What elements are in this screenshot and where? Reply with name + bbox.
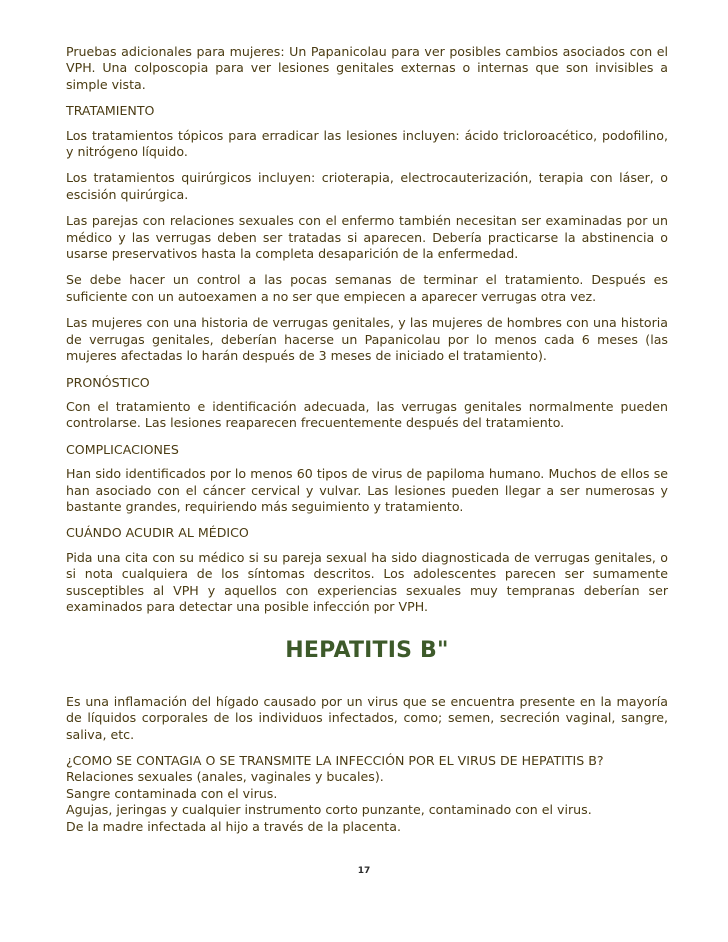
paragraph-control: Se debe hacer un control a las pocas semanas de terminar el tratamiento. Después es suficiente con un autoexamen a no ser que empiecen a aparecer verrugas otra vez. [66, 272, 668, 304]
list-item: Agujas, jeringas y cualquier instrumento corto punzante, contaminado con el virus. [66, 802, 592, 818]
heading-pronostico: PRONÓSTICO [66, 374, 150, 390]
paragraph-quirurgicos: Los tratamientos quirúrgicos incluyen: crioterapia, electrocauterización, terapia con láser, o escisión quirúrgica. [66, 170, 668, 202]
heading-tratamiento: TRATAMIENTO [66, 103, 155, 119]
paragraph-complicaciones: Han sido identificados por lo menos 60 tipos de virus de papiloma humano. Muchos de ellos se han asociado con el cáncer cervical y vulvar. Las lesiones pueden llegar a ser numerosas y bastante grandes, requiriendo más seguimiento y tratamiento. [66, 466, 668, 514]
paragraph-hepatitis-definicion: Es una inflamación del hígado causado por un virus que se encuentra presente en la mayoría de líquidos corporales de los individuos infectados, como; semen, secreción vaginal, sangre, saliva, etc. [66, 693, 668, 742]
list-item: Relaciones sexuales (anales, vaginales y bucales). [66, 769, 384, 785]
list-item: De la madre infectada al hijo a través de la placenta. [66, 818, 401, 834]
paragraph-mujeres: Las mujeres con una historia de verrugas genitales, y las mujeres de hombres con una historia de verrugas genitales, deberían hacerse un Papanicolau por lo menos cada 6 meses (las mujeres afectadas lo harán después de 3 meses de iniciado el tratamiento). [66, 315, 668, 364]
paragraph-pruebas: Pruebas adicionales para mujeres: Un Papanicolau para ver posibles cambios asociados con el VPH. Una colposcopia para ver lesiones genitales externas o internas que son invisibles a simple vista. [66, 44, 668, 92]
paragraph-topicos: Los tratamientos tópicos para erradicar las lesiones incluyen: ácido tricloroacético, podofilino, y nitrógeno líquido. [66, 127, 668, 160]
paragraph-pronostico: Con el tratamiento e identificación adecuada, las verrugas genitales normalmente pueden controlarse. Las lesiones reaparecen frecuentemente después del tratamiento. [66, 398, 668, 431]
list-item: Sangre contaminada con el virus. [66, 785, 278, 801]
page-content [66, 44, 668, 835]
section-title-hepatitis-b: HEPATITIS B" [285, 638, 449, 664]
heading-cuando-acudir: CUÁNDO ACUDIR AL MÉDICO [66, 525, 249, 541]
question-contagio: ¿COMO SE CONTAGIA O SE TRANSMITE LA INFECCIÓN POR EL VIRUS DE HEPATITIS B? [66, 753, 604, 768]
page-number: 17 [357, 866, 371, 876]
heading-complicaciones: COMPLICACIONES [66, 441, 179, 457]
paragraph-parejas: Las parejas con relaciones sexuales con el enfermo también necesitan ser examinadas por un médico y las verrugas deben ser tratadas si aparecen. Debería practicarse la abstinencia o usarse preservativos hasta la completa desaparición de la enfermedad. [66, 213, 668, 262]
paragraph-cuando-acudir: Pida una cita con su médico si su pareja sexual ha sido diagnosticada de verrugas genitales, o si nota cualquiera de los síntomas descritos. Los adolescentes parecen ser sumamente susceptibles al VPH y aquellos con experiencias sexuales muy tempranas deberían ser examinados para detectar una posible infección por VPH. [66, 549, 668, 614]
